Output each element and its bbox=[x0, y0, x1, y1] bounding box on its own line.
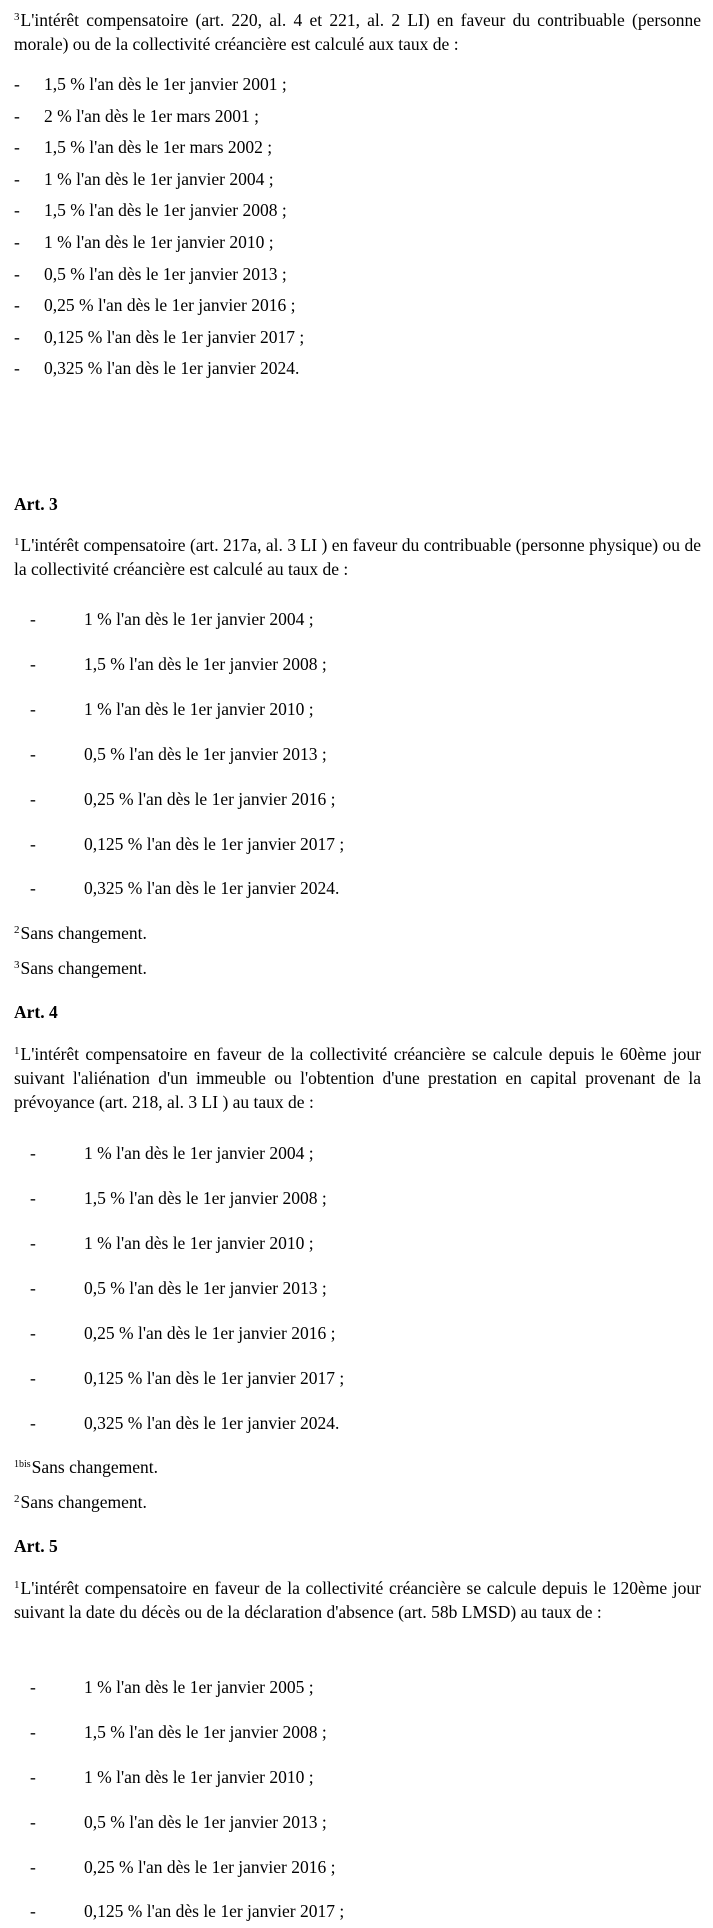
rate-text: 0,325 % l'an dès le 1er janvier 2024. bbox=[84, 1413, 340, 1433]
art4-note-2 bbox=[14, 1490, 147, 1514]
paragraph-text: L'intérêt compensatoire en faveur de la collectivité créancière se calcule depuis le 120ème jour suivant la date du décès ou de la déclaration d'absence (art. 58b LMSD) au taux de : bbox=[14, 1578, 701, 1622]
list-dash: - bbox=[14, 106, 20, 126]
rate-text: 0,125 % l'an dès le 1er janvier 2017 ; bbox=[84, 1368, 345, 1388]
rate-text: 0,25 % l'an dès le 1er janvier 2016 ; bbox=[84, 789, 336, 809]
list-dash: - bbox=[14, 358, 20, 378]
list-dash: - bbox=[14, 232, 20, 252]
rate-text: 0,125 % l'an dès le 1er janvier 2017 ; bbox=[44, 327, 305, 347]
paragraph-number: 1 bbox=[14, 1045, 20, 1057]
list-dash: - bbox=[14, 295, 20, 315]
paragraph-text: L'intérêt compensatoire (art. 217a, al. 3 LI ) en faveur du contribuable (personne physique) ou de la collectivité créancière est calculé au taux de : bbox=[14, 535, 701, 579]
note-text: Sans changement. bbox=[31, 1457, 159, 1477]
art4-paragraph-1 bbox=[14, 1042, 701, 1114]
note-text: Sans changement. bbox=[20, 958, 147, 978]
list-dash: - bbox=[30, 1767, 36, 1787]
rate-text: 1,5 % l'an dès le 1er janvier 2008 ; bbox=[84, 1188, 327, 1208]
rate-text: 1 % l'an dès le 1er janvier 2010 ; bbox=[84, 1767, 314, 1787]
paragraph-text: L'intérêt compensatoire en faveur de la collectivité créancière se calcule depuis le 60ème jour suivant l'aliénation d'un immeuble ou l'obtention d'une prestation en capital provenant de la prévoyance (art. 218, al. 3 LI ) au taux de : bbox=[14, 1044, 701, 1112]
paragraph-number: 2 bbox=[14, 1493, 20, 1505]
paragraph-number: 1 bbox=[14, 1579, 20, 1591]
paragraph-number: 3 bbox=[14, 11, 20, 23]
rate-text: 1,5 % l'an dès le 1er janvier 2008 ; bbox=[84, 654, 327, 674]
art5-paragraph-1 bbox=[14, 1576, 701, 1624]
list-dash: - bbox=[14, 200, 20, 220]
rate-text: 1 % l'an dès le 1er janvier 2004 ; bbox=[84, 1143, 314, 1163]
rate-text: 0,5 % l'an dès le 1er janvier 2013 ; bbox=[84, 744, 327, 764]
list-dash: - bbox=[30, 1812, 36, 1832]
rate-text: 0,325 % l'an dès le 1er janvier 2024. bbox=[44, 358, 300, 378]
note-text: Sans changement. bbox=[20, 923, 147, 943]
list-dash: - bbox=[14, 169, 20, 189]
list-dash: - bbox=[30, 699, 36, 719]
art2-paragraph-3 bbox=[14, 8, 701, 56]
list-dash: - bbox=[30, 654, 36, 674]
list-dash: - bbox=[30, 1722, 36, 1742]
rate-text: 1 % l'an dès le 1er janvier 2004 ; bbox=[84, 609, 314, 629]
list-dash: - bbox=[14, 137, 20, 157]
list-dash: - bbox=[30, 1368, 36, 1388]
list-dash: - bbox=[30, 744, 36, 764]
rate-text: 1 % l'an dès le 1er janvier 2010 ; bbox=[44, 232, 274, 252]
list-dash: - bbox=[30, 1677, 36, 1697]
rate-text: 0,125 % l'an dès le 1er janvier 2017 ; bbox=[84, 834, 345, 854]
rate-text: 1,5 % l'an dès le 1er mars 2002 ; bbox=[44, 137, 273, 157]
rate-text: 1 % l'an dès le 1er janvier 2010 ; bbox=[84, 1233, 314, 1253]
paragraph-number: 3 bbox=[14, 959, 20, 971]
list-dash: - bbox=[30, 1323, 36, 1343]
rate-text: 0,125 % l'an dès le 1er janvier 2017 ; bbox=[84, 1901, 345, 1921]
rate-text: 0,25 % l'an dès le 1er janvier 2016 ; bbox=[44, 295, 296, 315]
art3-note-2 bbox=[14, 921, 147, 945]
list-dash: - bbox=[30, 834, 36, 854]
art5-heading: Art. 5 bbox=[14, 1536, 58, 1556]
list-dash: - bbox=[30, 789, 36, 809]
rate-text: 1,5 % l'an dès le 1er janvier 2008 ; bbox=[44, 200, 287, 220]
list-dash: - bbox=[30, 1233, 36, 1253]
list-dash: - bbox=[30, 1188, 36, 1208]
list-dash: - bbox=[14, 264, 20, 284]
rate-text: 0,5 % l'an dès le 1er janvier 2013 ; bbox=[84, 1812, 327, 1832]
art3-paragraph-1 bbox=[14, 533, 701, 581]
list-dash: - bbox=[14, 74, 20, 94]
rate-text: 0,25 % l'an dès le 1er janvier 2016 ; bbox=[84, 1857, 336, 1877]
rate-text: 0,5 % l'an dès le 1er janvier 2013 ; bbox=[44, 264, 287, 284]
rate-text: 1 % l'an dès le 1er janvier 2010 ; bbox=[84, 699, 314, 719]
paragraph-text: L'intérêt compensatoire (art. 220, al. 4 et 221, al. 2 LI) en faveur du contribuable (personne morale) ou de la collectivité créancière est calculé aux taux de : bbox=[14, 10, 701, 54]
rate-text: 1 % l'an dès le 1er janvier 2005 ; bbox=[84, 1677, 314, 1697]
art4-note-1bis bbox=[14, 1455, 158, 1479]
list-dash: - bbox=[14, 327, 20, 347]
rate-text: 1,5 % l'an dès le 1er janvier 2008 ; bbox=[84, 1722, 327, 1742]
paragraph-number: 1 bbox=[14, 536, 20, 548]
rate-text: 0,25 % l'an dès le 1er janvier 2016 ; bbox=[84, 1323, 336, 1343]
rate-text: 1 % l'an dès le 1er janvier 2004 ; bbox=[44, 169, 274, 189]
paragraph-number: 1bis bbox=[14, 1459, 31, 1470]
rate-text: 0,325 % l'an dès le 1er janvier 2024. bbox=[84, 878, 340, 898]
list-dash: - bbox=[30, 1143, 36, 1163]
art4-heading: Art. 4 bbox=[14, 1002, 58, 1022]
rate-text: 1,5 % l'an dès le 1er janvier 2001 ; bbox=[44, 74, 287, 94]
rate-text: 0,5 % l'an dès le 1er janvier 2013 ; bbox=[84, 1278, 327, 1298]
rate-text: 2 % l'an dès le 1er mars 2001 ; bbox=[44, 106, 260, 126]
art3-note-3 bbox=[14, 956, 147, 980]
list-dash: - bbox=[30, 1278, 36, 1298]
list-dash: - bbox=[30, 1901, 36, 1921]
art3-heading: Art. 3 bbox=[14, 494, 58, 514]
list-dash: - bbox=[30, 609, 36, 629]
list-dash: - bbox=[30, 1413, 36, 1433]
list-dash: - bbox=[30, 878, 36, 898]
note-text: Sans changement. bbox=[20, 1492, 147, 1512]
paragraph-number: 2 bbox=[14, 924, 20, 936]
list-dash: - bbox=[30, 1857, 36, 1877]
